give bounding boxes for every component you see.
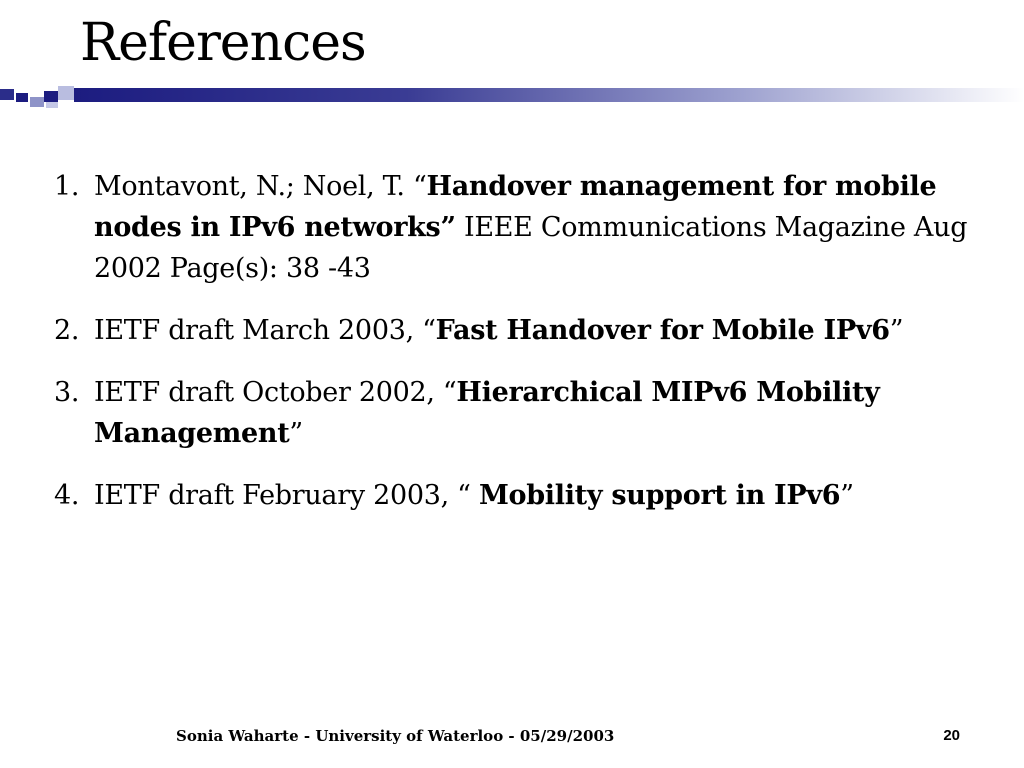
rule-square	[0, 89, 14, 100]
reference-title: Fast Handover for Mobile IPv6	[435, 315, 890, 346]
reference-item	[54, 166, 984, 289]
page-number: 20	[943, 727, 960, 744]
reference-number: 4.	[54, 480, 80, 511]
title-decorative-rule	[0, 82, 1024, 112]
reference-text-before: IETF draft February 2003, “	[94, 480, 479, 511]
reference-text-before: IETF draft March 2003, “	[94, 315, 436, 346]
reference-item	[54, 475, 984, 516]
rule-square	[44, 91, 58, 102]
reference-item	[54, 372, 984, 454]
rule-square	[46, 102, 58, 108]
reference-item	[54, 310, 984, 351]
slide-footer: Sonia Waharte - University of Waterloo - 05/29/2003	[176, 727, 615, 745]
reference-text-after: IEEE Communications Magazine Aug 2002 Page(s): 38 -43	[94, 212, 968, 284]
reference-number: 1.	[54, 171, 80, 202]
reference-list	[54, 166, 984, 537]
reference-number: 2.	[54, 315, 80, 346]
reference-text-before: IETF draft October 2002, “	[94, 377, 457, 408]
reference-text-after: ”	[840, 480, 854, 511]
reference-number: 3.	[54, 377, 80, 408]
reference-title: Mobility support in IPv6	[478, 480, 841, 511]
rule-gradient-bar	[74, 88, 1024, 102]
reference-title: Handover management for mobile nodes in IPv6 networks”	[94, 171, 937, 243]
rule-square	[58, 86, 74, 100]
reference-text-before: Montavont, N.; Noel, T. “	[94, 171, 427, 202]
reference-title: Hierarchical MIPv6 Mobility Management	[94, 377, 880, 449]
slide-title: References	[80, 13, 366, 73]
reference-text-after: ”	[289, 418, 303, 449]
rule-square	[30, 97, 44, 107]
rule-square	[16, 93, 28, 102]
reference-text-after: ”	[889, 315, 904, 346]
